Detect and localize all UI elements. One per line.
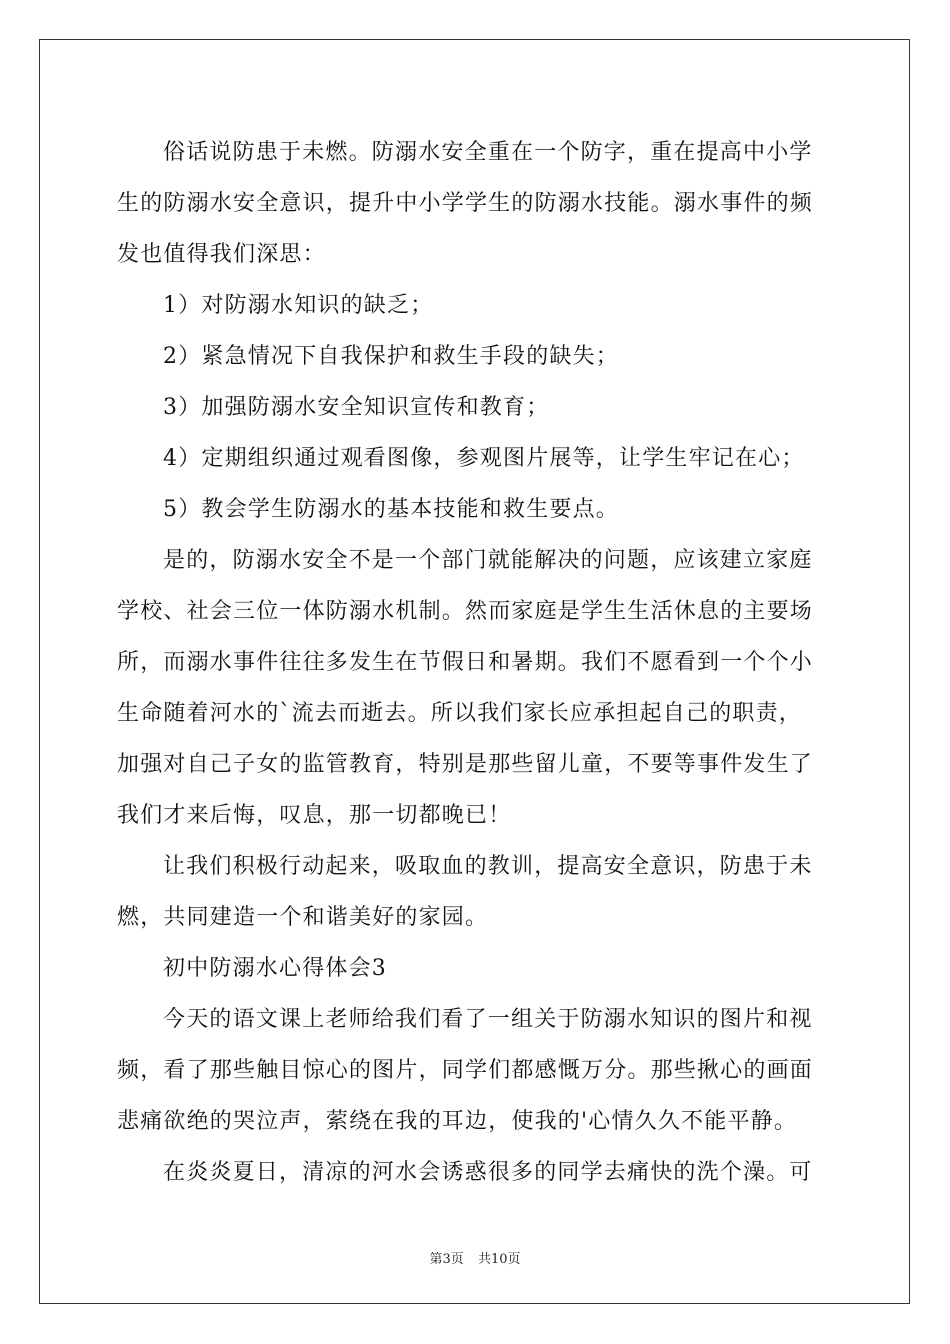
paragraph-line: 是的，防溺水安全不是一个部门就能解决的问题，应该建立家庭 <box>163 548 813 573</box>
list-item: 5）教会学生防溺水的基本技能和救生要点。 <box>163 497 619 522</box>
paragraph-line: 生命随着河水的`流去而逝去。所以我们家长应承担起自己的职责， <box>117 701 803 726</box>
page-footer <box>0 1248 950 1267</box>
paragraph-line: 悲痛欲绝的哭泣声，萦绕在我的耳边，使我的'心情久久不能平静。 <box>117 1109 798 1134</box>
paragraph-line: 加强对自己子女的监管教育，特别是那些留儿童，不要等事件发生了 <box>117 752 814 777</box>
paragraph-line: 俗话说防患于未燃。防溺水安全重在一个防字，重在提高中小学 <box>163 140 813 165</box>
paragraph-line: 让我们积极行动起来，吸取血的教训，提高安全意识，防患于未 <box>163 854 813 879</box>
paragraph-line: 燃，共同建造一个和谐美好的家园。 <box>117 905 489 930</box>
paragraph-line: 今天的语文课上老师给我们看了一组关于防溺水知识的图片和视 <box>163 1007 813 1032</box>
page-total: 共10页 <box>477 1252 521 1267</box>
list-item: 2）紧急情况下自我保护和救生手段的缺失； <box>163 344 619 369</box>
paragraph-line: 在炎炎夏日，清凉的河水会诱惑很多的同学去痛快的洗个澡。可 <box>163 1160 813 1185</box>
paragraph-line: 频，看了那些触目惊心的图片，同学们都感慨万分。那些揪心的画面 <box>117 1058 814 1083</box>
paragraph-line: 生的防溺水安全意识，提升中小学学生的防溺水技能。溺水事件的频 <box>117 191 814 216</box>
list-item: 4）定期组织通过观看图像，参观图片展等，让学生牢记在心； <box>163 446 805 471</box>
page-number: 第3页 <box>429 1252 464 1267</box>
paragraph-line: 发也值得我们深思： <box>117 242 326 267</box>
paragraph-line: 学校、社会三位一体防溺水机制。然而家庭是学生生活休息的主要场 <box>117 599 814 624</box>
list-item: 3）加强防溺水安全知识宣传和教育； <box>163 395 550 420</box>
list-item: 1）对防溺水知识的缺乏； <box>163 293 434 318</box>
section-heading: 初中防溺水心得体会3 <box>163 956 387 981</box>
paragraph-line: 我们才来后悔，叹息，那一切都晚已！ <box>117 803 512 828</box>
document-body <box>117 127 833 1198</box>
paragraph-line: 所，而溺水事件往往多发生在节假日和暑期。我们不愿看到一个个小 <box>117 650 814 675</box>
